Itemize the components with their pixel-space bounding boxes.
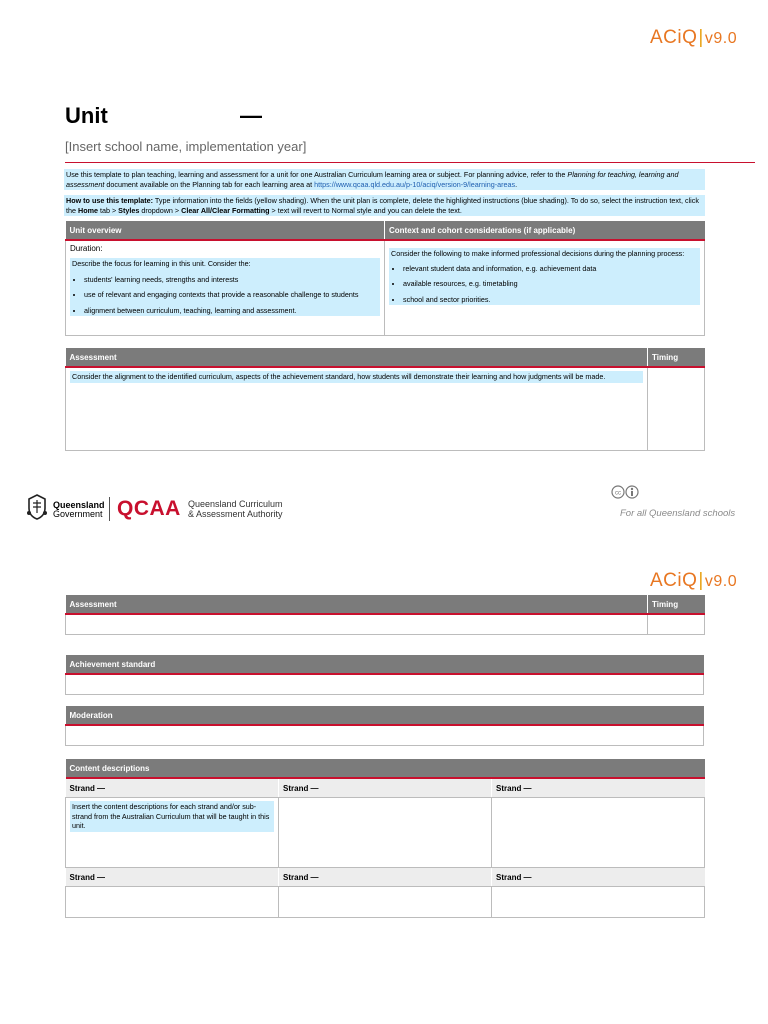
svg-text:cc: cc xyxy=(615,490,621,497)
clear-formatting-ref: Clear All/Clear Formatting xyxy=(181,205,270,215)
aciq-logo-page-2 xyxy=(650,570,737,592)
timing-header: Timing xyxy=(648,595,705,614)
focus-list xyxy=(72,275,378,316)
qcaa-line-1: Queensland Curriculum xyxy=(188,499,283,509)
how-to-label: How to use this template: xyxy=(66,196,154,205)
instr-text: Use this template to plan teaching, learning and assessment for a unit for one Australian Curriculum learning area or subject. For planning advice, refer to the xyxy=(66,170,568,179)
instr-end: . xyxy=(515,179,518,189)
timing-header: Timing xyxy=(648,348,705,367)
school-name-placeholder[interactable]: [Insert school name, implementation year] xyxy=(65,139,307,154)
list-item: • use of relevant and engaging contexts that provide a reasonable challenge to students xyxy=(84,290,378,300)
title-dash: — xyxy=(240,103,262,128)
focus-guidance xyxy=(70,258,380,316)
instr-howto-text-3: dropdown > xyxy=(139,205,182,215)
logo-brand: ACiQ xyxy=(650,570,698,591)
unit-overview-header: Unit overview xyxy=(66,221,385,240)
logo-divider xyxy=(109,497,110,521)
context-list xyxy=(391,264,698,305)
title-rule xyxy=(65,162,755,163)
styles-ref: Styles xyxy=(118,205,140,215)
qcaa-line-2: & Assessment Authority xyxy=(188,509,283,519)
strand-header-3[interactable]: Strand — xyxy=(492,778,705,798)
queensland-government-logo xyxy=(53,501,105,519)
qld-line-2: Government xyxy=(53,509,103,519)
logo-version: v9.0 xyxy=(704,30,738,47)
instructions-para-1 xyxy=(64,169,705,190)
strand-header-6[interactable]: Strand — xyxy=(492,868,705,887)
moderation-header: Moderation xyxy=(66,706,704,725)
assessment-header: Assessment xyxy=(66,348,648,367)
strand-cell-5[interactable] xyxy=(279,887,492,918)
achievement-standard-header: Achievement standard xyxy=(66,655,704,674)
moderation-table xyxy=(65,706,704,746)
logo-separator: | xyxy=(698,570,704,591)
achievement-standard-table xyxy=(65,655,704,695)
strand-header-5[interactable]: Strand — xyxy=(279,868,492,887)
focus-intro: Describe the focus for learning in this unit. Consider the: xyxy=(72,259,251,268)
unit-overview-cell[interactable] xyxy=(66,240,385,336)
list-item: • available resources, e.g. timetabling xyxy=(403,279,698,289)
assessment-table-1 xyxy=(65,348,705,451)
list-item: • school and sector priorities. xyxy=(403,295,698,305)
instructions-para-2 xyxy=(64,195,705,216)
context-intro: Consider the following to make informed professional decisions during the planning process: xyxy=(391,249,685,258)
list-item: • relevant student data and information, e.g. achievement data xyxy=(403,264,698,274)
assessment-cell[interactable] xyxy=(66,367,648,451)
duration-label[interactable]: Duration: xyxy=(70,244,103,253)
instr-howto-text-2: tab > xyxy=(97,205,119,215)
strand-header-1[interactable]: Strand — xyxy=(66,778,279,798)
context-cell[interactable] xyxy=(385,240,705,336)
assessment-header: Assessment xyxy=(66,595,648,614)
strand-cell-1[interactable] xyxy=(66,798,279,868)
strand-cell-2[interactable] xyxy=(279,798,492,868)
instr-doc-title: Planning for teaching, learning and assessment xyxy=(66,170,679,189)
home-tab-ref: Home xyxy=(78,205,98,215)
moderation-cell[interactable] xyxy=(66,725,704,746)
strand-cell-4[interactable] xyxy=(66,887,279,918)
logo-version: v9.0 xyxy=(704,573,738,590)
queensland-crest-icon xyxy=(25,493,49,521)
strand-header-4[interactable]: Strand — xyxy=(66,868,279,887)
instr-text-2: document available on the Planning tab for each learning area at xyxy=(104,179,315,189)
strand-header-2[interactable]: Strand — xyxy=(279,778,492,798)
creative-commons-icon xyxy=(611,485,641,504)
context-guidance xyxy=(389,248,700,305)
tagline: For all Queensland schools xyxy=(620,508,736,519)
qcaa-name xyxy=(188,499,283,519)
logo-brand: ACiQ xyxy=(650,27,698,48)
assessment-cell[interactable] xyxy=(66,614,648,635)
unit-overview-table xyxy=(65,221,705,336)
content-descriptions-table xyxy=(65,759,705,918)
logo-separator: | xyxy=(698,27,704,48)
title-text: Unit xyxy=(65,103,108,128)
context-header: Context and cohort considerations (if applicable) xyxy=(385,221,705,240)
qcaa-logo: QCAA xyxy=(117,497,181,520)
aciq-logo xyxy=(650,27,737,49)
instr-howto-text-4: > text will revert to Normal style and you can delete the text. xyxy=(269,205,462,215)
page-title xyxy=(65,103,108,129)
learning-areas-link[interactable]: https://www.qcaa.qld.edu.au/p-10/aciq/version-9/learning-areas xyxy=(314,179,516,189)
qld-line-1: Queensland xyxy=(53,500,105,510)
achievement-standard-cell[interactable] xyxy=(66,674,704,695)
timing-cell[interactable] xyxy=(648,614,705,635)
strand-cell-3[interactable] xyxy=(492,798,705,868)
content-guidance: Insert the content descriptions for each strand and/or sub-strand from the Australian Curriculum that will be taught in this unit. xyxy=(70,801,274,832)
list-item: • alignment between curriculum, teaching, learning and assessment. xyxy=(84,306,378,316)
assessment-guidance: Consider the alignment to the identified curriculum, aspects of the achievement standard, how students will demonstrate their learning and how judgments will be made. xyxy=(70,371,643,383)
instr-howto-text: Type information into the fields (yellow shading). When the unit plan is complete, delete the highlighted instructions (blue shading). To do so, select the instruction text, click the xyxy=(66,196,699,215)
list-item: • students' learning needs, strengths and interests xyxy=(84,275,378,285)
content-descriptions-header: Content descriptions xyxy=(66,759,705,778)
timing-cell[interactable] xyxy=(648,367,705,451)
strand-cell-6[interactable] xyxy=(492,887,705,918)
assessment-table-2 xyxy=(65,595,705,635)
